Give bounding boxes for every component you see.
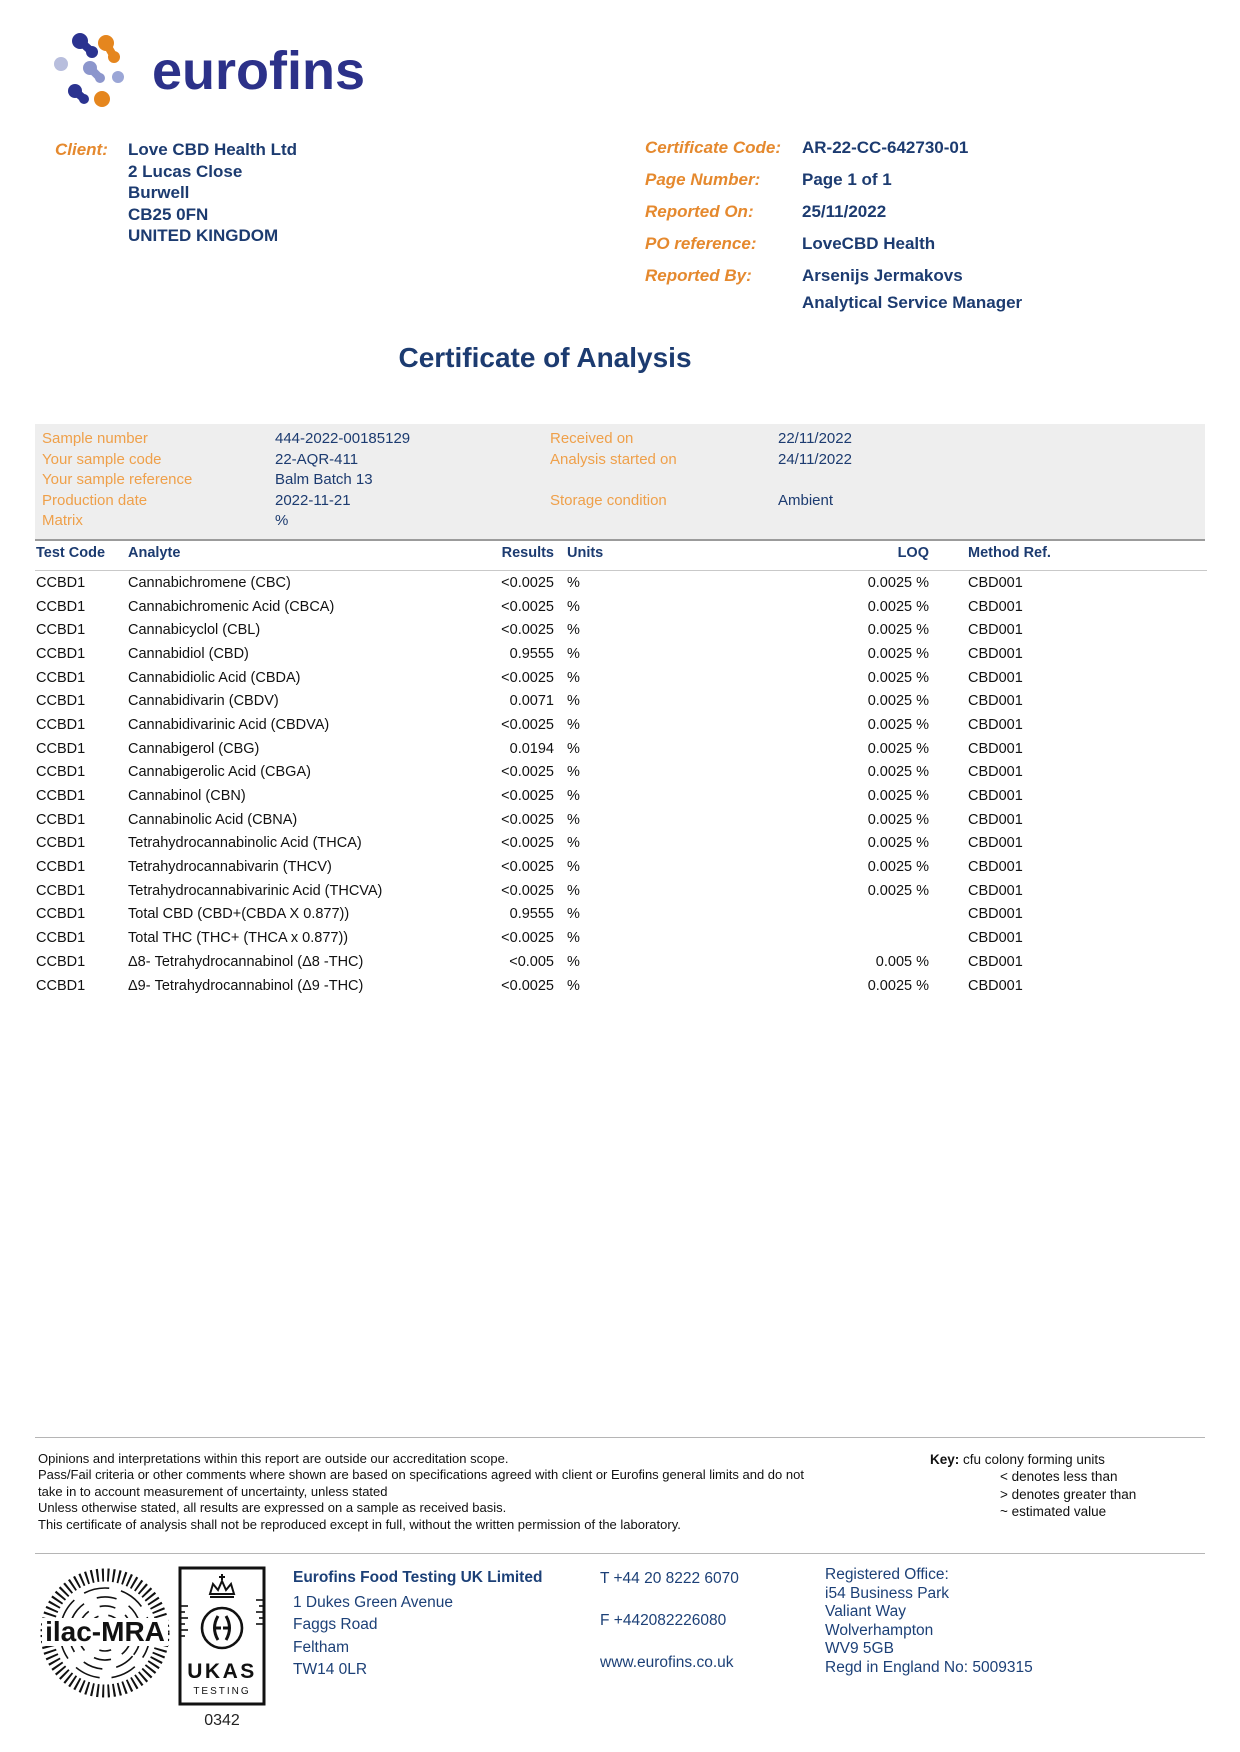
test-code-cell: CCBD1	[36, 598, 86, 615]
key-first-line	[930, 1451, 1136, 1468]
eurofins-dots-icon	[52, 30, 136, 112]
unit-cell: %	[567, 811, 580, 828]
sample-info-label: Storage condition	[550, 491, 667, 509]
sample-info-value: 22-AQR-411	[275, 450, 359, 468]
col-units: Units	[555, 541, 597, 571]
sample-info-value	[778, 470, 1205, 491]
test-code-cell: CCBD1	[36, 740, 86, 757]
unit-cell: %	[567, 788, 580, 805]
test-code-cell: CCBD1	[36, 930, 86, 947]
key-section	[930, 1451, 1136, 1521]
result-cell: <0.0025	[501, 835, 554, 852]
sample-info-label: Production date	[42, 491, 148, 509]
unit-cell: %	[567, 882, 580, 899]
method-cell: CBD001	[968, 764, 1023, 781]
analyte-cell: Δ8- Tetrahydrocannabinol (Δ8 -THC)	[128, 953, 364, 970]
page-title: Certificate of Analysis	[398, 342, 692, 373]
result-cell: <0.0025	[501, 788, 554, 805]
method-cell: CBD001	[968, 788, 1023, 805]
sample-info-row	[42, 511, 1205, 532]
unit-cell: %	[567, 930, 580, 947]
lab-address-block	[293, 1567, 542, 1682]
results-table	[35, 541, 1207, 997]
test-code-cell: CCBD1	[36, 977, 86, 994]
result-cell: <0.005	[509, 953, 554, 970]
table-row	[35, 595, 1207, 619]
eurofins-logo-text: eurofins	[152, 41, 366, 101]
contact-block	[600, 1570, 739, 1696]
analyte-cell: Tetrahydrocannabivarin (THCV)	[128, 859, 332, 876]
unit-cell: %	[567, 669, 580, 686]
table-row	[35, 713, 1207, 737]
table-row	[35, 832, 1207, 856]
analyte-cell: Cannabidivarinic Acid (CBDVA)	[128, 716, 330, 733]
col-test-code: Test Code	[35, 541, 127, 571]
method-cell: CBD001	[968, 669, 1023, 686]
company-name: Eurofins Food Testing UK Limited	[293, 1569, 543, 1586]
header-row	[35, 541, 1207, 571]
loq-cell: 0.0025 %	[867, 859, 929, 876]
sample-info-label: Your sample reference	[42, 471, 193, 489]
table-row	[35, 950, 1207, 974]
method-cell: CBD001	[968, 574, 1023, 591]
test-code-cell: CCBD1	[36, 622, 86, 639]
method-cell: CBD001	[968, 835, 1023, 852]
method-cell: CBD001	[968, 693, 1023, 710]
result-cell: 0.0194	[509, 740, 554, 757]
test-code-cell: CCBD1	[36, 764, 86, 781]
loq-cell	[597, 926, 930, 950]
results-table-body	[35, 571, 1207, 998]
company-address	[293, 1592, 542, 1682]
key-label: Key:	[930, 1452, 960, 1467]
sample-info-label: Analysis started on	[550, 450, 677, 468]
method-cell: CBD001	[968, 645, 1023, 662]
result-cell: 0.9555	[509, 906, 554, 923]
sample-info-label	[550, 511, 778, 532]
sample-info-value: 24/11/2022	[778, 450, 852, 468]
result-cell: <0.0025	[501, 977, 554, 994]
test-code-cell: CCBD1	[36, 693, 86, 710]
sample-info-row	[42, 470, 1205, 491]
table-row	[35, 784, 1207, 808]
method-cell: CBD001	[968, 716, 1023, 733]
unit-cell: %	[567, 716, 580, 733]
method-cell: CBD001	[968, 930, 1023, 947]
disclaimer-line: take in to account measurement of uncertainty, unless stated	[38, 1483, 388, 1499]
table-row	[35, 666, 1207, 690]
method-cell: CBD001	[968, 811, 1023, 828]
analyte-cell: Total THC (THC+ (THCA x 0.877))	[128, 930, 349, 947]
registered-office-line: Registered Office:	[825, 1566, 949, 1583]
client-address-line: CB25 0FN	[128, 204, 209, 224]
loq-cell: 0.0025 %	[867, 882, 929, 899]
sample-info-row	[42, 491, 1205, 512]
loq-cell: 0.0025 %	[867, 764, 929, 781]
analyte-cell: Cannabinol (CBN)	[128, 788, 246, 805]
sample-info-label: Matrix	[42, 512, 83, 530]
registered-office-line: WV9 5GB	[825, 1640, 894, 1658]
loq-cell: 0.0025 %	[867, 811, 929, 828]
po-reference-value: LoveCBD Health	[802, 234, 936, 253]
page-number-value: Page 1 of 1	[802, 170, 892, 189]
loq-cell: 0.0025 %	[867, 977, 929, 994]
unit-cell: %	[567, 645, 580, 662]
disclaimer-line: Opinions and interpretations within this report are outside our accreditation scope.	[38, 1451, 509, 1466]
sample-info-label: Sample number	[42, 430, 148, 447]
results-table-header	[35, 541, 1207, 571]
table-row	[35, 761, 1207, 785]
method-cell: CBD001	[968, 882, 1023, 899]
loq-cell: 0.0025 %	[867, 574, 929, 591]
unit-cell: %	[567, 859, 580, 876]
registered-office-block	[825, 1566, 1033, 1678]
disclaimer-section	[38, 1451, 928, 1533]
loq-cell: 0.0025 %	[867, 716, 929, 733]
ukas-label: UKAS	[187, 1660, 257, 1683]
reported-by-row	[645, 265, 1022, 313]
unit-cell: %	[567, 977, 580, 994]
result-cell: <0.0025	[501, 859, 554, 876]
reported-by-label: Reported By:	[645, 266, 752, 285]
table-row	[35, 571, 1207, 595]
test-code-cell: CCBD1	[36, 716, 86, 733]
key-lines	[1000, 1468, 1136, 1520]
table-row	[35, 689, 1207, 713]
analyte-cell: Cannabidiolic Acid (CBDA)	[128, 669, 301, 686]
fax-value: F +442082226080	[600, 1612, 727, 1629]
reported-by-title: Analytical Service Manager	[802, 292, 1023, 312]
loq-cell: 0.0025 %	[867, 598, 929, 615]
page-number-row	[645, 169, 1022, 191]
col-method-ref: Method Ref.	[930, 541, 1207, 571]
loq-cell: 0.0025 %	[867, 622, 929, 639]
result-cell: 0.9555	[509, 645, 554, 662]
client-address-line: Love CBD Health Ltd	[128, 140, 298, 159]
table-row	[35, 879, 1207, 903]
po-reference-label: PO reference:	[645, 234, 757, 253]
disclaimer-line: This certificate of analysis shall not be reproduced except in full, without the written permission of the laboratory.	[38, 1516, 681, 1532]
test-code-cell: CCBD1	[36, 953, 86, 970]
ilac-mra-label: ilac-MRA	[45, 1616, 165, 1647]
loq-cell: 0.0025 %	[867, 669, 929, 686]
ukas-sub-label: TESTING	[193, 1686, 251, 1697]
unit-cell: %	[567, 740, 580, 757]
analyte-cell: Cannabichromene (CBC)	[128, 574, 291, 591]
method-cell: CBD001	[968, 598, 1023, 615]
sample-info-row	[42, 450, 1205, 471]
test-code-cell: CCBD1	[36, 669, 86, 686]
test-code-cell: CCBD1	[36, 574, 86, 591]
sample-info-value	[778, 511, 1205, 532]
analyte-cell: Cannabicyclol (CBL)	[128, 622, 261, 639]
analyte-cell: Δ9- Tetrahydrocannabinol (Δ9 -THC)	[128, 977, 364, 994]
test-code-cell: CCBD1	[36, 835, 86, 852]
test-code-cell: CCBD1	[36, 882, 86, 899]
table-row	[35, 974, 1207, 998]
table-row	[35, 903, 1207, 927]
reported-on-value: 25/11/2022	[802, 202, 887, 221]
key-cfu-line: cfu colony forming units	[963, 1452, 1105, 1467]
sample-info-value: 22/11/2022	[778, 430, 852, 447]
analyte-cell: Cannabichromenic Acid (CBCA)	[128, 598, 335, 615]
sample-info-label: Received on	[550, 430, 634, 447]
method-cell: CBD001	[968, 859, 1023, 876]
registered-office-line: i54 Business Park	[825, 1584, 950, 1602]
analyte-cell: Cannabidiol (CBD)	[128, 645, 249, 662]
test-code-cell: CCBD1	[36, 906, 86, 923]
reported-on-row	[645, 201, 1022, 223]
sample-info-box	[35, 424, 1205, 541]
result-cell: <0.0025	[501, 930, 554, 947]
table-row	[35, 926, 1207, 950]
analyte-cell: Cannabidivarin (CBDV)	[128, 693, 279, 710]
table-row	[35, 737, 1207, 761]
result-cell: <0.0025	[501, 622, 554, 639]
website-link: www.eurofins.co.uk	[600, 1654, 734, 1671]
sample-info-value: Ambient	[778, 491, 834, 509]
loq-cell: 0.0025 %	[867, 835, 929, 852]
table-row	[35, 642, 1207, 666]
analyte-cell: Cannabinolic Acid (CBNA)	[128, 811, 298, 828]
unit-cell: %	[567, 764, 580, 781]
sample-info-label: Your sample code	[42, 450, 162, 468]
ilac-mra-seal-icon	[40, 1566, 170, 1700]
po-reference-row	[645, 233, 1022, 255]
registered-office-line: Wolverhampton	[825, 1621, 934, 1639]
analyte-cell: Tetrahydrocannabivarinic Acid (THCVA)	[128, 882, 383, 899]
divider	[35, 1437, 1205, 1438]
ukas-mark-icon	[178, 1566, 266, 1706]
analyte-cell: Tetrahydrocannabinolic Acid (THCA)	[128, 835, 362, 852]
col-loq: LOQ	[597, 541, 930, 571]
result-cell: <0.0025	[501, 598, 554, 615]
certificate-code-label: Certificate Code:	[645, 138, 782, 157]
result-cell: <0.0025	[501, 669, 554, 686]
method-cell: CBD001	[968, 953, 1023, 970]
reported-by-value: Arsenijs Jermakovs	[802, 266, 963, 285]
loq-cell: 0.0025 %	[867, 693, 929, 710]
result-cell: 0.0071	[509, 693, 554, 710]
loq-cell: 0.0025 %	[867, 788, 929, 805]
company-address-line: TW14 0LR	[293, 1661, 368, 1678]
phone-value: T +44 20 8222 6070	[600, 1570, 739, 1587]
client-address-line: 2 Lucas Close	[128, 161, 243, 181]
unit-cell: %	[567, 906, 580, 923]
company-address-line: Feltham	[293, 1638, 349, 1656]
analyte-cell: Cannabigerol (CBG)	[128, 740, 260, 757]
loq-cell: 0.0025 %	[867, 740, 929, 757]
result-cell: <0.0025	[501, 764, 554, 781]
method-cell: CBD001	[968, 622, 1023, 639]
sample-info-value: 2022-11-21	[275, 491, 351, 509]
unit-cell: %	[567, 574, 580, 591]
client-address-line: Burwell	[128, 183, 190, 202]
sample-info-value: %	[275, 512, 289, 530]
registered-office-line: Valiant Way	[825, 1603, 906, 1621]
result-cell: <0.0025	[501, 574, 554, 591]
client-section	[55, 139, 297, 247]
company-address-line: Faggs Road	[293, 1616, 378, 1633]
unit-cell: %	[567, 622, 580, 639]
reported-on-label: Reported On:	[645, 202, 754, 221]
analyte-cell: Total CBD (CBD+(CBDA X 0.877))	[128, 906, 350, 923]
page-number-label: Page Number:	[645, 170, 761, 189]
certificate-code-row	[645, 137, 1022, 159]
test-code-cell: CCBD1	[36, 859, 86, 876]
table-row	[35, 808, 1207, 832]
loq-cell: 0.005 %	[875, 953, 929, 970]
col-analyte: Analyte	[127, 541, 490, 571]
loq-cell	[597, 903, 930, 927]
divider	[35, 1553, 1205, 1554]
unit-cell: %	[567, 835, 580, 852]
company-address-line: 1 Dukes Green Avenue	[293, 1593, 453, 1611]
sample-info-value: 444-2022-00185129	[275, 430, 411, 447]
certificate-code-value: AR-22-CC-642730-01	[802, 138, 969, 157]
registered-office-line: Regd in England No: 5009315	[825, 1658, 1033, 1676]
test-code-cell: CCBD1	[36, 645, 86, 662]
analyte-cell: Cannabigerolic Acid (CBGA)	[128, 764, 311, 781]
result-cell: <0.0025	[501, 811, 554, 828]
certificate-meta	[645, 137, 1022, 324]
client-address	[128, 139, 297, 247]
sample-info-value: Balm Batch 13	[275, 471, 373, 489]
sample-info-row	[42, 429, 1205, 450]
disclaimer-line: Unless otherwise stated, all results are expressed on a sample as received basis.	[38, 1500, 507, 1516]
client-address-line: UNITED KINGDOM	[128, 226, 279, 245]
loq-cell: 0.0025 %	[867, 645, 929, 662]
test-code-cell: CCBD1	[36, 788, 86, 805]
client-label: Client:	[55, 140, 108, 159]
unit-cell: %	[567, 693, 580, 710]
eurofins-logo	[52, 30, 365, 112]
unit-cell: %	[567, 598, 580, 615]
key-line: < denotes less than	[1000, 1469, 1118, 1485]
col-results: Results	[490, 541, 555, 571]
method-cell: CBD001	[968, 977, 1023, 994]
table-row	[35, 618, 1207, 642]
ukas-number: 0342	[204, 1712, 240, 1729]
disclaimer-line: Pass/Fail criteria or other comments where shown are based on specifications agreed with client or Eurofins general limits and do not	[38, 1467, 804, 1483]
sample-info-label	[550, 470, 778, 491]
result-cell: <0.0025	[501, 716, 554, 733]
key-line: > denotes greater than	[1000, 1486, 1137, 1502]
key-line: ~ estimated value	[1000, 1504, 1107, 1520]
method-cell: CBD001	[968, 740, 1023, 757]
table-row	[35, 855, 1207, 879]
result-cell: <0.0025	[501, 882, 554, 899]
test-code-cell: CCBD1	[36, 811, 86, 828]
method-cell: CBD001	[968, 906, 1023, 923]
unit-cell: %	[567, 953, 580, 970]
